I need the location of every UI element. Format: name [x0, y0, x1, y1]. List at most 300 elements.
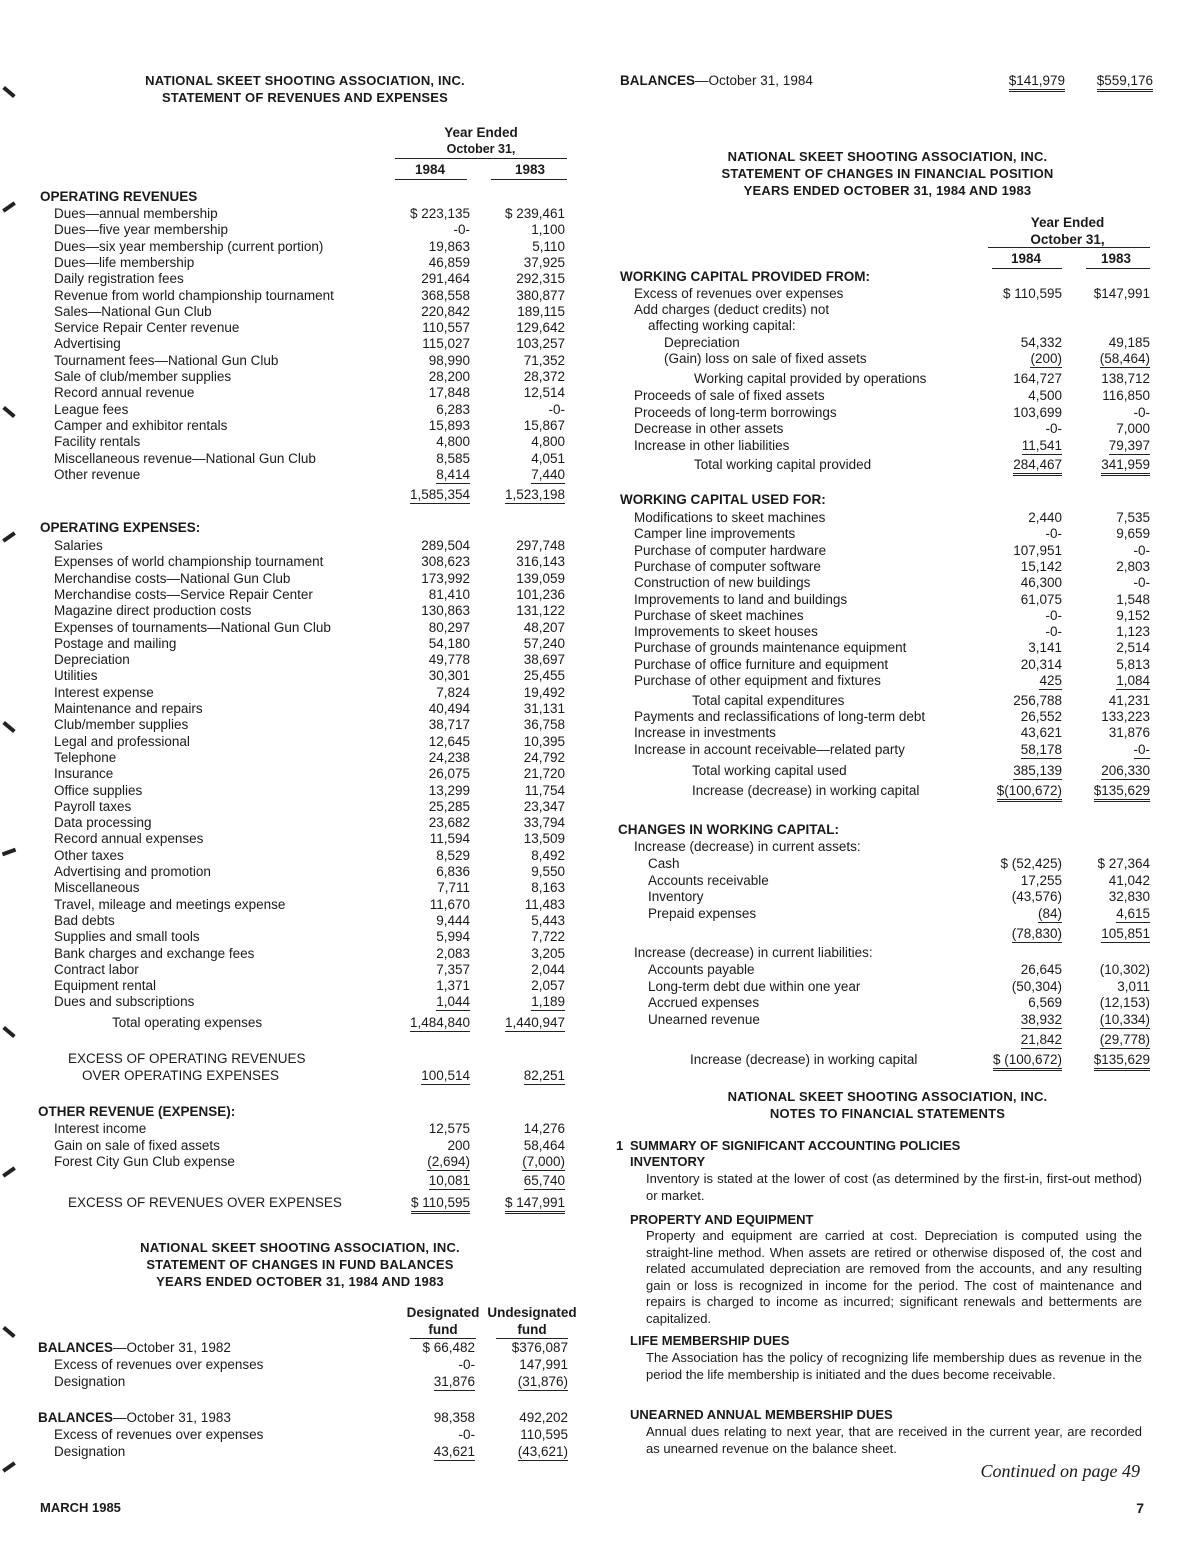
value-col-2: 3,011: [1117, 978, 1150, 994]
row-label: Excess of revenues over expenses: [54, 1357, 264, 1372]
value-col-2: 28,372: [523, 369, 565, 384]
operating-expenses-heading: OPERATING EXPENSES:: [40, 520, 201, 535]
row-label: Inventory: [648, 889, 704, 904]
other-revenue-row: [0, 1154, 1200, 1170]
row-label: affecting working capital:: [648, 318, 796, 334]
value-col-1: -0-: [1045, 607, 1062, 623]
value-col-2: 1,523,198: [504, 487, 565, 502]
fund-label: fund: [428, 1322, 458, 1337]
value-col-1: 26,645: [1020, 962, 1062, 977]
row-label: Data processing: [54, 815, 152, 831]
row-label: Magazine direct production costs: [54, 603, 252, 619]
value-col-1: 368,558: [421, 287, 470, 303]
cfp-header-rule: [988, 247, 1150, 248]
row-label: Facility rentals: [54, 434, 141, 450]
used-total-row: [0, 763, 1200, 782]
value-col-2: 316,143: [516, 554, 565, 570]
life-dues-text: The Association has the policy of recognizing life membership dues as revenue in the period the life membership is initiated and the dues become receivable.: [646, 1350, 1142, 1382]
value-col-1: (50,304): [1011, 978, 1062, 994]
row-label: Proceeds of long-term borrowings: [634, 404, 837, 420]
designated-label: Designated: [406, 1305, 480, 1320]
value-col-1: 5,994: [436, 929, 470, 945]
value-col-2: (58,464): [1099, 350, 1150, 366]
used-row: [0, 640, 1200, 656]
current-liability-row: [0, 979, 1200, 995]
fund-label: fund: [517, 1322, 547, 1337]
value-col-1: 9,444: [436, 912, 470, 928]
value-col-2: (7,000): [522, 1154, 565, 1169]
value-col-2: 7,535: [1116, 510, 1150, 525]
value-col-2: 138,712: [1101, 371, 1150, 386]
value-col-2: 103,257: [516, 336, 565, 352]
row-label: Improvements to land and buildings: [634, 591, 848, 607]
row-label: (Gain) loss on sale of fixed assets: [664, 350, 867, 366]
value-col-2: $135,629: [1094, 1052, 1150, 1071]
row-label: Designation: [54, 1374, 126, 1389]
excess-op-line2: OVER OPERATING EXPENSES: [82, 1068, 280, 1083]
value-col-2: 31,876: [1108, 725, 1150, 741]
fund-value: 98,358: [433, 1410, 475, 1425]
value-col-1: 4,500: [1028, 388, 1062, 403]
row-label: Service Repair Center revenue: [54, 320, 240, 336]
value-col-2: 4,051: [531, 450, 565, 466]
value-col-1: 6,283: [436, 401, 470, 417]
row-label: Unearned revenue: [648, 1011, 760, 1027]
value-col-2: 292,315: [516, 271, 565, 287]
value-col-1: 1,484,840: [409, 1015, 470, 1030]
notes-header: [600, 1088, 1175, 1122]
row-label: Increase (decrease) in working capital: [692, 783, 920, 798]
row-label: Total working capital provided: [694, 457, 872, 472]
value-col-2: 4,615: [1116, 905, 1150, 921]
value-col-1: 31,876: [433, 1374, 475, 1389]
value-col-1: -0-: [1045, 526, 1062, 542]
value-col-2: 10,395: [523, 733, 565, 749]
value-col-1: 115,027: [422, 336, 470, 352]
value-col-2: 2,803: [1116, 558, 1150, 574]
value-col-1: 98,990: [428, 352, 470, 368]
row-label: Dues—five year membership: [54, 222, 229, 238]
row-label: Record annual revenue: [54, 385, 195, 401]
value-col-1: 7,824: [436, 684, 470, 700]
used-row: [0, 673, 1200, 689]
value-col-2: 14,276: [523, 1121, 565, 1136]
row-label: Construction of new buildings: [634, 575, 811, 591]
value-col-1: 103,699: [1013, 404, 1062, 420]
value-col-1: -0-: [1045, 421, 1062, 436]
value-col-1: 30,301: [428, 668, 470, 684]
row-label: Purchase of skeet machines: [634, 607, 804, 623]
col-1983: 1983: [514, 162, 546, 177]
value-col-1: 23,682: [428, 815, 470, 831]
value-col-2: 65,740: [523, 1173, 565, 1188]
value-col-1: 11,594: [429, 831, 470, 847]
row-label: Advertising and promotion: [54, 864, 211, 879]
current-assets-total-row: [0, 926, 1200, 945]
value-col-2: 24,792: [523, 749, 565, 765]
row-label: Bad debts: [54, 912, 115, 928]
value-col-2: 41,231: [1108, 693, 1150, 708]
provided-row: [0, 421, 1200, 437]
financial-position-header: [600, 148, 1175, 199]
balance-date: —October 31, 1983: [113, 1410, 231, 1425]
value-col-2: 57,240: [523, 635, 565, 651]
note-number: 1: [616, 1138, 624, 1153]
value-col-1: 110,557: [422, 320, 470, 336]
provided-row: [0, 302, 1200, 318]
value-col-2: 13,509: [523, 831, 565, 847]
balances-label: BALANCES: [38, 1410, 114, 1425]
value-col-2: 1,440,947: [504, 1015, 565, 1030]
value-col-1: 38,932: [1020, 1011, 1062, 1027]
row-label: Travel, mileage and meetings expense: [54, 896, 286, 912]
value-col-2: 48,207: [523, 619, 565, 635]
value-col-1: 200: [447, 1137, 470, 1153]
capital-total-row: [0, 693, 1200, 709]
row-label: Total working capital used: [692, 763, 847, 778]
increase-row: [0, 1052, 1200, 1068]
row-label: Dues—life membership: [54, 254, 195, 270]
value-col-1: 28,200: [428, 369, 470, 384]
row-label: Modifications to skeet machines: [634, 510, 826, 525]
value-col-2: 129,642: [516, 320, 565, 336]
value-col-2: 116,850: [1102, 388, 1150, 403]
row-label: Miscellaneous revenue—National Gun Club: [54, 450, 316, 466]
row-label: Office supplies: [54, 782, 143, 798]
value-col-2: 2,044: [531, 961, 565, 977]
row-label: League fees: [54, 401, 129, 417]
value-col-1: 2,440: [1028, 510, 1062, 525]
row-label: Utilities: [54, 668, 98, 684]
wc-provided-heading: WORKING CAPITAL PROVIDED FROM:: [620, 269, 870, 284]
value-col-2: 8,492: [531, 847, 565, 863]
value-col-2: 23,347: [523, 798, 565, 814]
provided-row: [0, 438, 1200, 454]
value-col-1: (2,694): [427, 1154, 470, 1169]
fund-value: $141,979: [1009, 73, 1065, 92]
current-liability-row: [0, 962, 1200, 978]
col-rule-1983: [491, 179, 567, 180]
current-asset-row: [0, 906, 1200, 922]
value-col-2: 79,397: [1108, 437, 1150, 453]
value-col-2: 7,722: [531, 929, 565, 945]
value-col-1: 385,139: [1013, 763, 1062, 778]
value-col-1: 8,414: [436, 466, 470, 482]
value-col-2: 3,205: [531, 945, 565, 961]
value-col-2: 1,189: [531, 994, 565, 1010]
value-col-2: 1,100: [531, 222, 565, 238]
inventory-text: Inventory is stated at the lower of cost (as determined by the first-in, first-out method) or market.: [646, 1171, 1142, 1203]
value-col-1: -0-: [453, 222, 470, 238]
year-ended-label: Year Ended: [444, 125, 518, 140]
current-asset-row: [0, 873, 1200, 889]
value-col-2: 4,800: [531, 434, 565, 450]
value-col-1: 1,044: [436, 994, 470, 1010]
row-label: Tournament fees—National Gun Club: [54, 352, 279, 368]
value-col-1: 107,951: [1013, 542, 1062, 558]
fund-value: $376,087: [511, 1340, 568, 1355]
value-col-1: 4,800: [436, 434, 470, 450]
value-col-2: 2,514: [1116, 640, 1150, 656]
year-ended-label: Year Ended: [1030, 215, 1105, 230]
value-col-2: 110,595: [520, 1427, 568, 1442]
value-col-2: 131,122: [516, 603, 565, 619]
row-label: Contract labor: [54, 961, 139, 977]
value-col-1: 2,083: [436, 945, 470, 961]
statement-years: YEARS ENDED OCTOBER 31, 1984 AND 1983: [743, 183, 1032, 198]
used-row: [0, 592, 1200, 608]
row-label: Excess of revenues over expenses: [634, 286, 844, 301]
value-col-1: $ (52,425): [1000, 856, 1062, 871]
october-label: October 31,: [1030, 232, 1105, 247]
fund-value: $ 66,482: [422, 1340, 475, 1355]
value-col-1: 17,255: [1020, 872, 1062, 888]
row-label: Maintenance and repairs: [54, 701, 203, 716]
value-col-2: 105,851: [1101, 926, 1150, 941]
row-label: Supplies and small tools: [54, 929, 200, 945]
row-label: Salaries: [54, 538, 103, 553]
row-label: Miscellaneous: [54, 880, 140, 896]
value-col-2: 1,548: [1116, 591, 1150, 607]
value-col-1: 3,141: [1028, 640, 1062, 656]
value-col-2: (29,778): [1099, 1032, 1150, 1047]
row-label: Total operating expenses: [112, 1015, 263, 1030]
inventory-heading: INVENTORY: [630, 1154, 706, 1169]
value-col-2: 5,110: [532, 238, 565, 254]
value-col-2: $ 27,364: [1097, 856, 1150, 871]
value-col-1: 46,300: [1020, 575, 1062, 591]
value-col-1: 13,299: [428, 782, 470, 798]
provided-row: [0, 388, 1200, 404]
row-label: Payments and reclassifications of long-term debt: [634, 709, 926, 724]
row-label: Working capital provided by operations: [694, 371, 927, 386]
value-col-1: 15,142: [1020, 558, 1062, 574]
row-label: Forest City Gun Club expense: [54, 1154, 235, 1169]
header-rule: [395, 158, 567, 159]
current-asset-row: [0, 856, 1200, 872]
revenue-total-row: [0, 487, 1200, 503]
used-row: [0, 657, 1200, 673]
row-label: Legal and professional: [54, 733, 190, 749]
balance-row: [0, 1340, 600, 1356]
row-label: Daily registration fees: [54, 271, 184, 287]
row-label: Payroll taxes: [54, 798, 132, 814]
row-label: Increase in investments: [634, 725, 776, 741]
value-col-2: 32,830: [1108, 889, 1150, 904]
value-col-1: 8,585: [436, 450, 470, 466]
value-col-1: 24,238: [428, 749, 470, 765]
value-col-2: 38,697: [523, 652, 565, 668]
value-col-2: 8,163: [531, 880, 565, 896]
value-col-2: -0-: [1133, 741, 1150, 757]
row-label: Advertising: [54, 336, 121, 352]
value-col-1: 130,863: [421, 603, 470, 619]
life-dues-heading: LIFE MEMBERSHIP DUES: [630, 1333, 790, 1348]
revenue-row: [0, 271, 1200, 287]
row-label: Designation: [54, 1444, 126, 1459]
row-label: Bank charges and exchange fees: [54, 945, 255, 961]
value-col-1: 11,541: [1021, 437, 1062, 453]
org-name: NATIONAL SKEET SHOOTING ASSOCIATION, INC.: [140, 1240, 460, 1255]
designated-fund-header: [398, 1304, 488, 1338]
balance-date: —October 31, 1982: [113, 1340, 231, 1355]
current-liability-row: [0, 995, 1200, 1011]
value-col-1: 425: [1039, 673, 1062, 688]
value-col-1: 54,332: [1020, 334, 1062, 350]
value-col-1: 20,314: [1020, 656, 1062, 672]
property-heading: PROPERTY AND EQUIPMENT: [630, 1212, 814, 1227]
row-label: Purchase of office furniture and equipment: [634, 656, 889, 672]
row-label: Increase in account receivable—related party: [634, 741, 905, 757]
value-col-2: (10,334): [1099, 1011, 1150, 1027]
current-asset-row: [0, 889, 1200, 905]
row-label: Dues—six year membership (current portion): [54, 238, 324, 254]
value-col-2: 36,758: [523, 717, 565, 733]
fund-rule-2: [496, 1338, 568, 1339]
value-col-2: 31,131: [523, 701, 565, 716]
value-col-1: 49,778: [428, 652, 470, 668]
value-col-1: 38,717: [428, 717, 470, 733]
value-col-2: 49,185: [1108, 334, 1150, 350]
value-col-2: 341,959: [1101, 457, 1150, 476]
value-col-1: 289,504: [421, 538, 470, 553]
value-col-1: -0-: [458, 1357, 475, 1372]
value-col-2: 71,352: [523, 352, 565, 368]
value-col-2: $135,629: [1094, 783, 1150, 802]
used-row: [0, 526, 1200, 542]
value-col-2: -0-: [1133, 404, 1150, 420]
value-col-2: (12,153): [1099, 995, 1150, 1010]
statement-title: STATEMENT OF CHANGES IN FUND BALANCES: [146, 1257, 454, 1272]
value-col-1: 81,410: [428, 586, 470, 602]
wc-used-heading: WORKING CAPITAL USED FOR:: [620, 492, 826, 507]
value-col-2: 58,464: [523, 1137, 565, 1153]
value-col-1: 25,285: [428, 798, 470, 814]
value-col-2: 5,443: [531, 912, 565, 928]
value-col-1: -0-: [1045, 624, 1062, 640]
value-col-1: $ 110,595: [411, 1195, 470, 1214]
value-col-1: 308,623: [421, 554, 470, 570]
row-label: Decrease in other assets: [634, 421, 784, 436]
cfp-year-ended-header: [985, 214, 1150, 248]
year-ended-header: [392, 124, 570, 158]
value-col-1: (43,576): [1011, 889, 1062, 904]
row-label: Equipment rental: [54, 978, 157, 994]
fund-value: $559,176: [1097, 73, 1153, 92]
row-label: Purchase of other equipment and fixtures: [634, 673, 881, 688]
value-col-1: 256,788: [1013, 693, 1062, 708]
other-revenue-heading: OTHER REVENUE (EXPENSE):: [38, 1104, 236, 1119]
wc-operations-row: [0, 371, 1200, 387]
col-1984: 1984: [414, 162, 446, 177]
value-col-2: 33,794: [523, 815, 565, 831]
value-col-1: $ 223,135: [409, 206, 470, 221]
value-col-2: 21,720: [523, 766, 565, 782]
row-label: Expenses of tournaments—National Gun Club: [54, 619, 331, 635]
row-label: Club/member supplies: [54, 717, 189, 733]
row-label: Postage and mailing: [54, 635, 177, 651]
provided-row: [0, 335, 1200, 351]
value-col-1: 1,585,354: [409, 487, 470, 502]
continued-note: Continued on page 49: [980, 1461, 1140, 1481]
col-rule-1984: [395, 179, 467, 180]
value-col-2: -0-: [1133, 575, 1150, 591]
footer-date: MARCH 1985: [40, 1500, 121, 1515]
used-row: [0, 575, 1200, 591]
value-col-2: 2,057: [531, 978, 565, 994]
fund-statement-header: [20, 1239, 580, 1290]
row-label: Depreciation: [664, 334, 740, 350]
value-col-1: (84): [1037, 905, 1062, 921]
value-col-1: 40,494: [428, 701, 470, 716]
fund-rule-1: [410, 1338, 476, 1339]
value-col-2: 297,748: [516, 538, 565, 553]
value-col-1: 164,727: [1013, 371, 1062, 386]
row-label: Purchase of grounds maintenance equipment: [634, 640, 907, 656]
balance-date: —October 31, 1984: [695, 73, 813, 88]
row-label: EXCESS OF REVENUES OVER EXPENSES: [68, 1195, 342, 1210]
value-col-2: 9,550: [531, 864, 565, 879]
row-label: Record annual expenses: [54, 831, 204, 847]
page-number: 7: [1136, 1500, 1144, 1516]
row-label: Increase (decrease) in working capital: [690, 1052, 918, 1067]
value-col-1: 43,621: [1020, 725, 1062, 741]
row-label: Merchandise costs—Service Repair Center: [54, 586, 313, 602]
row-label: Insurance: [54, 766, 114, 782]
row-label: Long-term debt due within one year: [648, 978, 861, 994]
value-col-1: 61,075: [1020, 591, 1062, 607]
row-label: Dues—annual membership: [54, 206, 218, 221]
value-col-1: 19,863: [428, 238, 470, 254]
unearned-heading: UNEARNED ANNUAL MEMBERSHIP DUES: [630, 1407, 893, 1422]
value-col-2: 147,991: [519, 1357, 568, 1372]
row-label: Increase (decrease) in current liabilities:: [634, 945, 873, 960]
value-col-2: 133,223: [1101, 709, 1150, 724]
value-col-1: 11,670: [429, 896, 470, 912]
value-col-1: 284,467: [1013, 457, 1062, 476]
statement-title: STATEMENT OF REVENUES AND EXPENSES: [161, 90, 449, 105]
undesignated-fund-header: [486, 1304, 578, 1338]
value-col-2: 82,251: [523, 1068, 565, 1083]
expense-row: [0, 815, 1200, 831]
value-col-1: (200): [1030, 350, 1062, 366]
value-col-1: 6,569: [1028, 995, 1062, 1010]
value-col-1: 6,836: [436, 864, 470, 879]
used-row: [0, 725, 1200, 741]
value-col-2: -0-: [548, 401, 565, 417]
value-col-2: 206,330: [1101, 763, 1150, 778]
row-label: Merchandise costs—National Gun Club: [54, 570, 291, 586]
used-row: [0, 742, 1200, 758]
used-row: [0, 559, 1200, 575]
statement-years: YEARS ENDED OCTOBER 31, 1984 AND 1983: [156, 1274, 444, 1289]
used-row: [0, 510, 1200, 526]
row-label: Revenue from world championship tournament: [54, 287, 334, 303]
value-col-1: $ 110,595: [1002, 286, 1062, 301]
summary-heading: SUMMARY OF SIGNIFICANT ACCOUNTING POLICIES: [630, 1138, 961, 1153]
balances-label: BALANCES: [620, 73, 696, 88]
row-label: Telephone: [54, 749, 117, 765]
row-label: Improvements to skeet houses: [634, 624, 818, 640]
unearned-text: Annual dues relating to next year, that are received in the current year, are recorded as unearned revenue on the balance sheet.: [646, 1424, 1142, 1456]
value-col-2: 19,492: [523, 684, 565, 700]
row-label: Other taxes: [54, 847, 124, 863]
value-col-2: 12,514: [523, 385, 565, 401]
value-col-2: 5,813: [1116, 656, 1150, 672]
value-col-1: 43,621: [433, 1444, 475, 1459]
other-revenue-row: [0, 1121, 1200, 1137]
value-col-2: 15,867: [523, 417, 565, 433]
